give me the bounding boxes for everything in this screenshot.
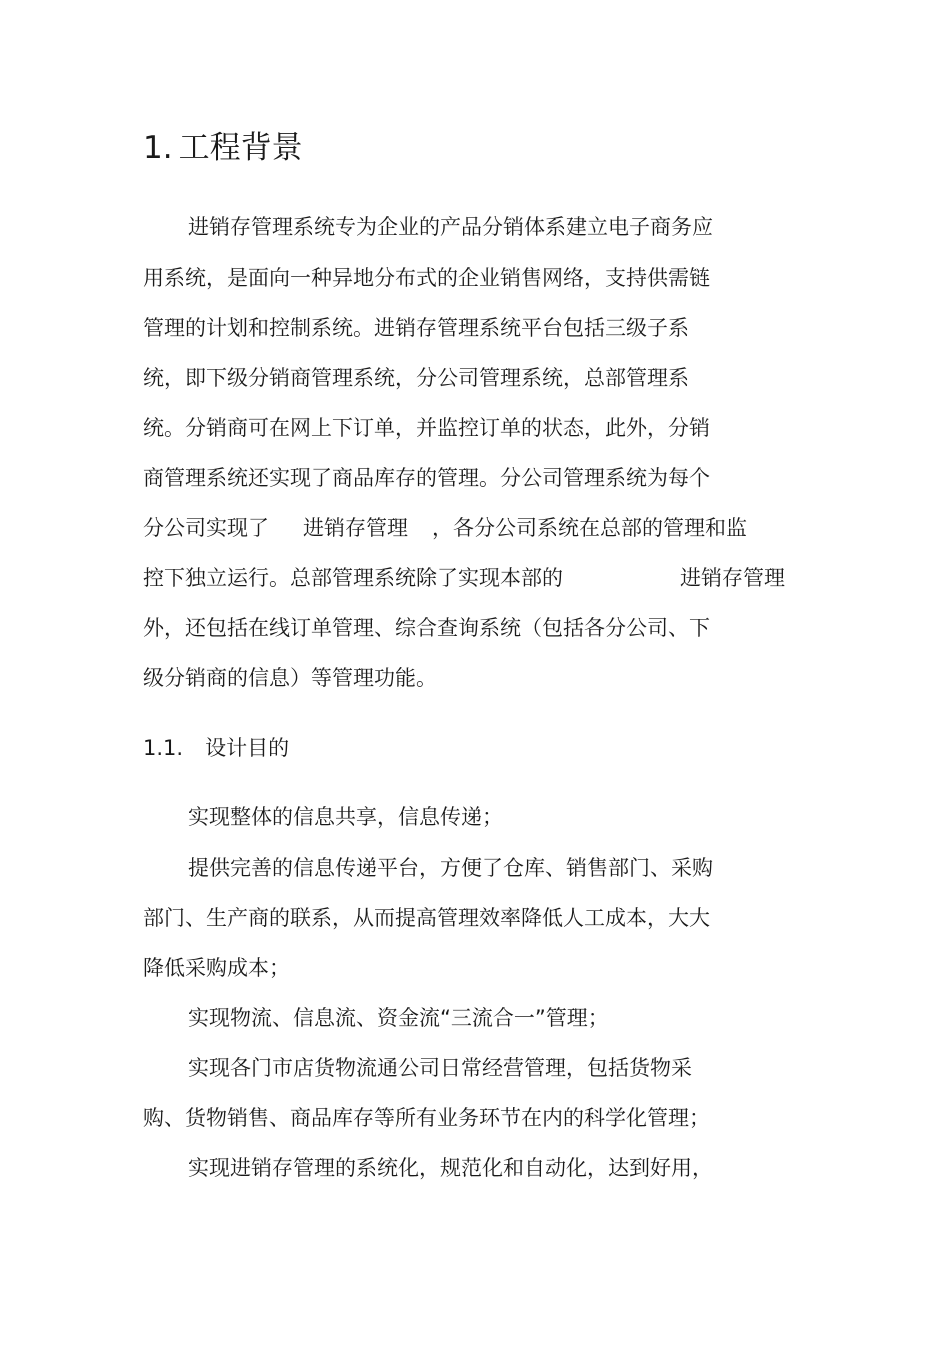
list-item-line: 实现整体的信息共享，信息传递； bbox=[188, 805, 503, 829]
paragraph-line: 外，还包括在线订单管理、综合查询系统（包括各分公司、下 bbox=[143, 616, 710, 640]
paragraph-line: 管理的计划和控制系统。进销存管理系统平台包括三级子系 bbox=[143, 316, 689, 340]
list-item-line: 实现物流、信息流、资金流“三流合一”管理； bbox=[188, 1006, 609, 1030]
paragraph-line: 级分销商的信息）等管理功能。 bbox=[143, 666, 437, 690]
section-heading bbox=[143, 128, 303, 168]
paragraph-line: 商管理系统还实现了商品库存的管理。分公司管理系统为每个 bbox=[143, 466, 710, 490]
paragraph-line: 进销存管理系统专为企业的产品分销体系建立电子商务应 bbox=[188, 215, 713, 239]
list-item-line: 购、货物销售、商品库存等所有业务环节在内的科学化管理； bbox=[143, 1106, 710, 1130]
list-item-line: 实现各门市店货物流通公司日常经营管理，包括货物采 bbox=[188, 1056, 692, 1080]
list-item-line: 实现进销存管理的系统化，规范化和自动化，达到好用， bbox=[188, 1156, 713, 1180]
paragraph-line-segment: 分公司实现了 bbox=[143, 516, 269, 540]
paragraph-line-segment: 进销存管理 bbox=[303, 516, 408, 540]
paragraph-line-segment: ，各分公司系统在总部的管理和监 bbox=[432, 516, 747, 540]
paragraph-line: 统，即下级分销商管理系统，分公司管理系统，总部管理系 bbox=[143, 366, 689, 390]
paragraph-line-segment: 进销存管理 bbox=[680, 566, 785, 590]
subsection-number: 1.1. bbox=[143, 736, 184, 760]
list-item-line: 部门、生产商的联系，从而提高管理效率降低人工成本，大大 bbox=[143, 906, 710, 930]
section-number: 1. bbox=[143, 130, 173, 166]
paragraph-line: 统。分销商可在网上下订单，并监控订单的状态，此外，分销 bbox=[143, 416, 710, 440]
list-item-line: 提供完善的信息传递平台，方便了仓库、销售部门、采购 bbox=[188, 856, 713, 880]
paragraph-line-segment: 控下独立运行。总部管理系统除了实现本部的 bbox=[143, 566, 563, 590]
paragraph-line: 用系统，是面向一种异地分布式的企业销售网络，支持供需链 bbox=[143, 266, 710, 290]
section-title: 工程背景 bbox=[178, 130, 303, 166]
subsection-title: 设计目的 bbox=[205, 736, 290, 760]
subsection-heading bbox=[143, 733, 289, 763]
list-item-line: 降低采购成本； bbox=[143, 956, 290, 980]
